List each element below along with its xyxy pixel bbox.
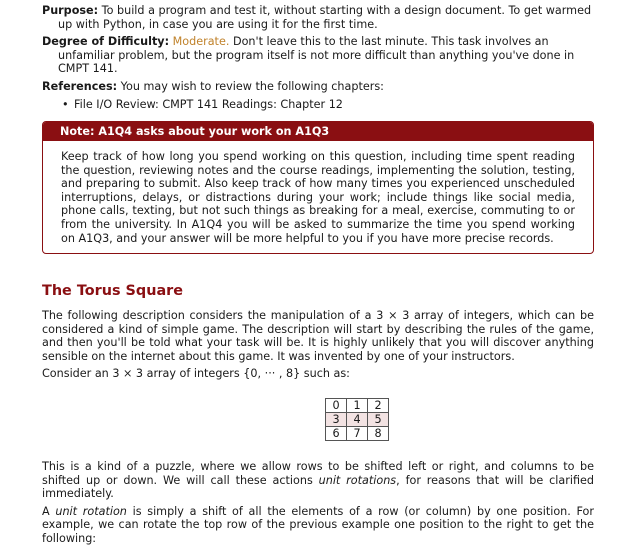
term-italic: unit rotation — [55, 504, 127, 518]
purpose-label: Purpose: — [42, 4, 99, 17]
section-intro — [42, 309, 594, 381]
purpose-paragraph — [42, 4, 594, 31]
grid-cell: 5 — [368, 413, 389, 427]
difficulty-paragraph — [42, 35, 594, 76]
difficulty-level: Moderate. — [172, 35, 230, 49]
grid-cell: 4 — [347, 413, 368, 427]
grid-cell: 0 — [326, 399, 347, 413]
text-span: A — [42, 504, 56, 518]
list-item: • File I/O Review: CMPT 141 Readings: Chapter 12 — [74, 98, 594, 112]
text-span: , for reasons that will be clarified immediately. — [42, 473, 594, 501]
references-text: You may wish to review the following chapters: — [120, 79, 384, 93]
grid-cell: 1 — [347, 399, 368, 413]
header-info — [42, 4, 594, 111]
note-title: Note: A1Q4 asks about your work on A1Q3 — [43, 122, 593, 141]
section-rules — [42, 460, 594, 550]
references-label: References: — [42, 79, 118, 93]
section-title: The Torus Square — [42, 283, 184, 299]
text-span: such as: — [300, 367, 350, 381]
grid-row — [326, 427, 389, 441]
math-set: {0, ··· , 8} — [243, 367, 301, 381]
grid-cell: 8 — [368, 427, 389, 441]
grid-cell: 2 — [368, 399, 389, 413]
math-dims: 3 × 3 — [112, 367, 144, 381]
intro-paragraph — [42, 309, 594, 363]
term-italic: unit rotations — [318, 473, 397, 487]
text-span: array of integers, which can be considered a kind of simple game. The description will start by describing the rules of the game, and then you'll be told what your task will be. It is highly unlikely that you will discover anything sensible on the internet about this game. It was invented by one of your instructors. — [42, 309, 594, 363]
note-box — [42, 121, 594, 254]
text-span: is simply a shift of all the elements of a row (or column) by one position. For example, we can rotate the top row of the previous example one position to the right to get the following: — [42, 504, 594, 545]
grid-cell: 6 — [326, 427, 347, 441]
grid-cell: 7 — [347, 427, 368, 441]
difficulty-label: Degree of Difficulty: — [42, 35, 170, 49]
rotation-paragraph — [42, 505, 594, 546]
grid-row — [326, 413, 389, 427]
consider-paragraph — [42, 367, 594, 381]
text-span: This is a kind of a puzzle, where we allow rows to be shifted left or right, and columns to be shifted up or down. We will call these actions — [42, 460, 594, 487]
note-body: Keep track of how long you spend working on this question, including time spent reading the question, reviewing notes and the course readings, implementing the solution, testing, and preparing to submit. Also keep track of how many times you experienced unscheduled interruptions, delays, or distractions during your work; include things like social media, phone calls, texting, but not such things as breaking for a meal, exercise, commuting to or from the university. In A1Q4 you will be asked to summarize the time you spend working on A1Q3, and your answer will be more helpful to you if you have more precise records. — [61, 150, 575, 245]
text-span: Consider an — [42, 367, 113, 381]
math-dims: 3 × 3 — [376, 309, 410, 322]
purpose-text: To build a program and test it, without starting with a design document. To get warmed up with Python, in case you are using it for the first time. — [58, 4, 592, 31]
text-span: The following description considers the manipulation of a — [42, 309, 377, 322]
grid-row — [326, 399, 389, 413]
references-paragraph — [42, 80, 594, 94]
references-list — [42, 98, 594, 112]
text-span: array of integers — [143, 367, 244, 381]
integer-grid — [325, 398, 389, 441]
grid-cell: 3 — [326, 413, 347, 427]
difficulty-text: Don't leave this to the last minute. This task involves an unfamiliar problem, but the program itself is not more difficult than anything you've done in CMPT 141. — [58, 35, 575, 76]
puzzle-paragraph — [42, 460, 594, 501]
